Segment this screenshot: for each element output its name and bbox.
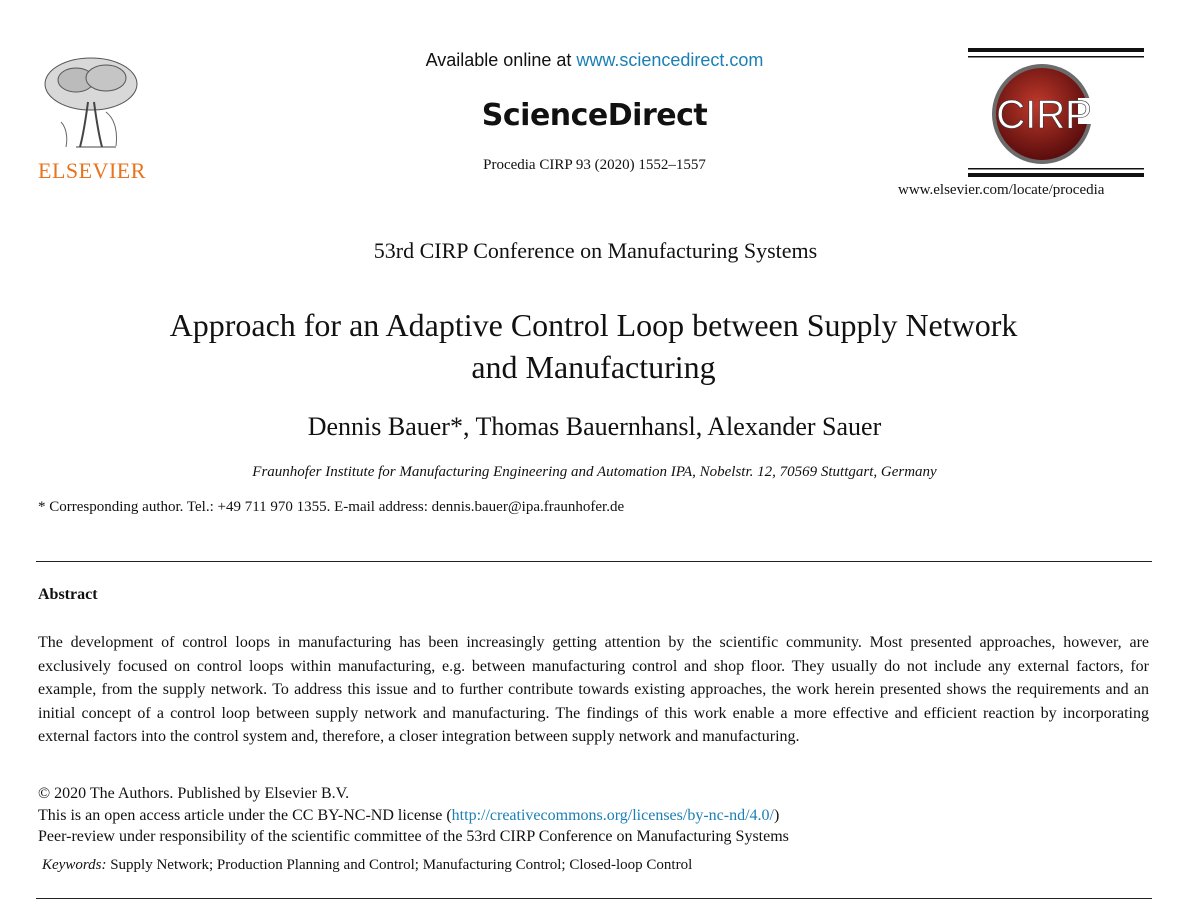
divider-bottom [36,898,1152,899]
available-prefix: Available online at [425,50,577,70]
license-line [38,805,1149,827]
license-suffix: ) [773,806,780,824]
paper-title-line-2: and Manufacturing [471,349,716,385]
license-link[interactable]: http://creativecommons.org/licenses/by-nc-nd/4.0/ [451,806,774,824]
cirp-logo-text: CIRP [996,93,1092,137]
corresponding-author-note: * Corresponding author. Tel.: +49 711 970 1355. E-mail address: dennis.bauer@ipa.fraunhofer.de [38,499,625,515]
keywords-label: Keywords: [42,857,107,873]
divider-top [36,561,1152,562]
copyright-line: © 2020 The Authors. Published by Elsevier B.V. [38,785,350,802]
paper-title-line-1: Approach for an Adaptive Control Loop between Supply Network [169,307,1018,343]
abstract-heading: Abstract [38,586,98,603]
sciencedirect-brand: ScienceDirect [481,98,708,133]
author-list: Dennis Bauer*, Thomas Bauernhansl, Alexander Sauer [307,412,882,441]
sciencedirect-link[interactable]: www.sciencedirect.com [576,50,764,70]
cirp-logo [968,48,1144,178]
abstract-body: The development of control loops in manufacturing has been increasingly getting attention by the scientific community. Most presented approaches, however, are exclusively focused on control loops within manufacturing, e.g. between manufacturing control and shop floor. They usually do not include any external factors, for example, from the supply network. To address this issue and to further contribute towards existing approaches, the work herein presented shows the requirements and an initial concept of a control loop between supply network and manufacturing. The findings of this work enable a more effective and efficient reaction by incorporating external factors into the control system and, therefore, a closer integration between supply network and manufacturing. [38,634,1149,746]
keywords-list: Supply Network; Production Planning and Control; Manufacturing Control; Closed-loop Control [110,857,693,873]
license-prefix: This is an open access article under the CC BY-NC-ND license ( [38,806,452,824]
journal-reference: Procedia CIRP 93 (2020) 1552–1557 [483,157,706,173]
affiliation: Fraunhofer Institute for Manufacturing Engineering and Automation IPA, Nobelstr. 12, 70569 Stuttgart, Germany [252,464,937,480]
conference-name: 53rd CIRP Conference on Manufacturing Systems [373,238,818,263]
peer-review-line: Peer-review under responsibility of the scientific committee of the 53rd CIRP Conference on Manufacturing Systems [38,828,789,845]
copyright-block [38,783,1149,848]
paper-title [60,304,1127,388]
journal-url[interactable]: www.elsevier.com/locate/procedia [898,182,1105,198]
elsevier-wordmark: ELSEVIER [38,158,146,183]
keywords-line [42,857,692,874]
